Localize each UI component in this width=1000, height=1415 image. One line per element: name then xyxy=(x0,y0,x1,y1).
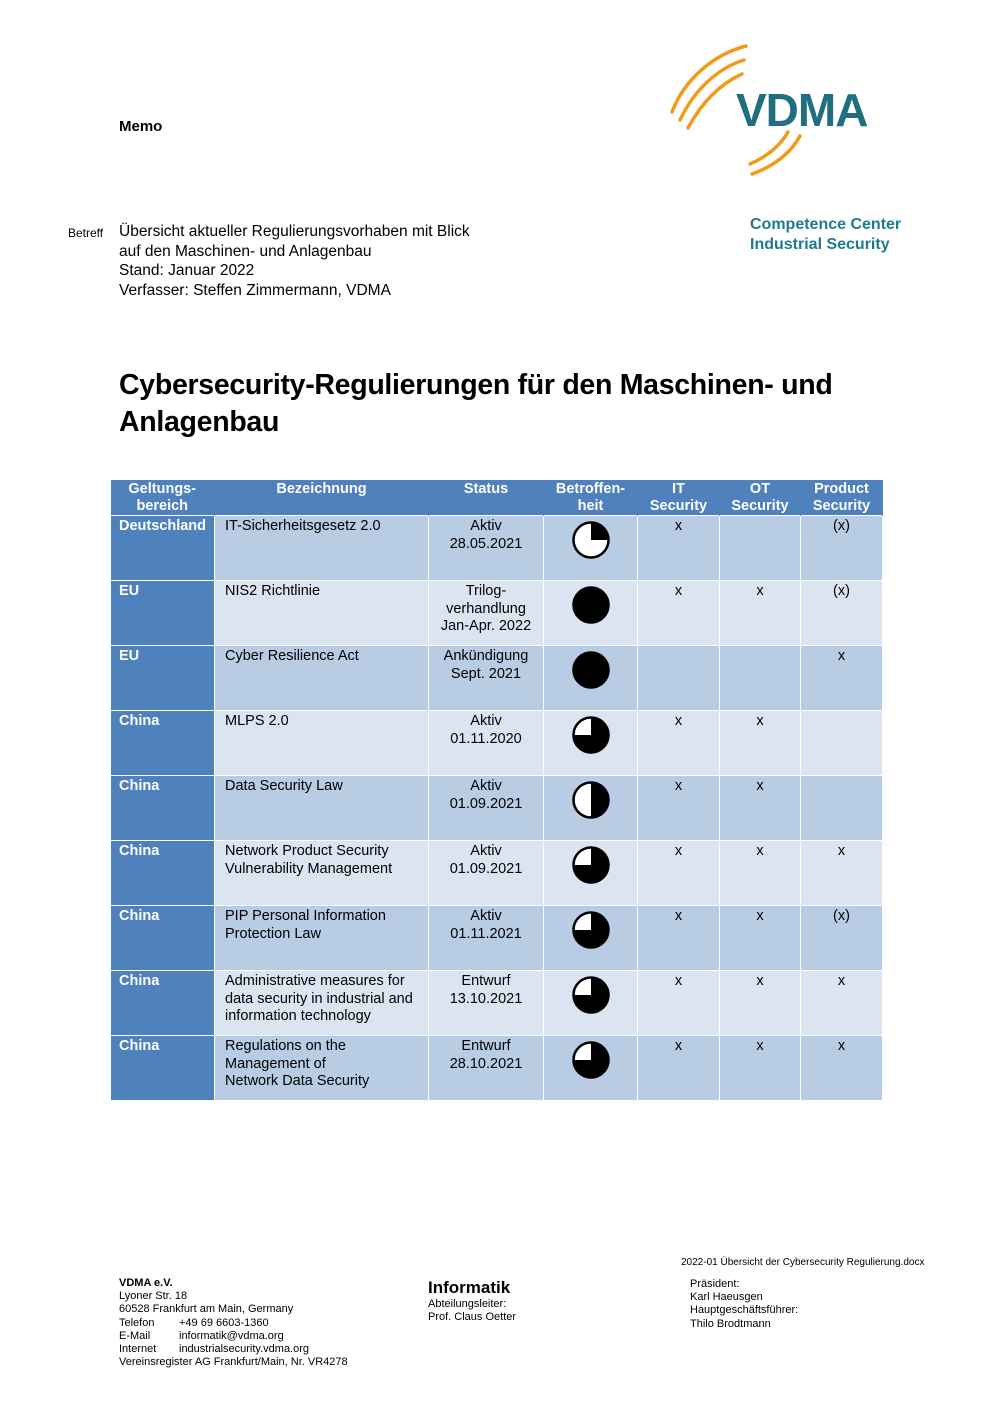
impact-pie-outline xyxy=(573,653,608,688)
footer-organisation xyxy=(119,1277,348,1369)
impact-pie-outline xyxy=(573,588,608,623)
it-security-cell: x xyxy=(638,776,720,841)
status-cell xyxy=(429,841,544,906)
column-header-line: heit xyxy=(577,498,604,514)
org-email xyxy=(119,1330,348,1343)
column-header-line: Product xyxy=(814,481,869,497)
phone-label: Telefon xyxy=(119,1316,155,1329)
product-security-cell: (x) xyxy=(801,516,883,581)
status-line: 01.09.2021 xyxy=(449,795,523,812)
status-line: Aktiv xyxy=(470,778,502,794)
regulation-name-line: Network Data Security xyxy=(225,1073,370,1089)
column-header xyxy=(215,480,429,516)
ceo-label: Hauptgeschäftsführer: xyxy=(690,1304,799,1317)
status-cell xyxy=(429,581,544,646)
regulation-name-cell xyxy=(215,971,429,1036)
logo-wordmark: VDMA xyxy=(736,84,868,136)
column-header xyxy=(801,480,883,516)
regulation-name-cell xyxy=(215,841,429,906)
vdma-logo xyxy=(660,40,890,190)
column-header-line: Security xyxy=(649,498,708,514)
cc-line: Competence Center xyxy=(750,216,902,233)
president-label: Präsident: xyxy=(690,1278,740,1290)
competence-center-label xyxy=(750,215,901,255)
table-row xyxy=(111,971,883,1036)
department-name: Informatik xyxy=(428,1278,511,1297)
regulation-name-cell xyxy=(215,1036,429,1101)
org-street: Lyoner Str. 18 xyxy=(119,1290,188,1303)
ot-security-cell: x xyxy=(720,711,801,776)
table-row xyxy=(111,711,883,776)
betreff-line: Stand: Januar 2022 xyxy=(119,262,255,279)
page-title xyxy=(119,367,919,441)
ot-security-cell xyxy=(720,516,801,581)
table-row xyxy=(111,776,883,841)
status-line: verhandlung xyxy=(446,600,526,617)
regulation-name-line: Administrative measures for xyxy=(225,973,405,989)
status-line: Ankündigung xyxy=(443,648,529,664)
regulations-table xyxy=(110,480,883,1101)
product-security-cell xyxy=(801,776,883,841)
product-security-cell: x xyxy=(801,841,883,906)
department-lead-name: Prof. Claus Oetter xyxy=(428,1311,517,1323)
impact-cell xyxy=(544,841,638,906)
region-cell: China xyxy=(111,906,215,971)
regulation-name-cell xyxy=(215,646,429,711)
it-security-cell xyxy=(638,646,720,711)
ot-security-cell: x xyxy=(720,841,801,906)
impact-pie-icon xyxy=(571,1040,611,1080)
org-city: 60528 Frankfurt am Main, Germany xyxy=(119,1303,294,1316)
logo-arc xyxy=(752,136,800,174)
product-security-cell xyxy=(801,711,883,776)
column-header-line: Security xyxy=(812,498,871,514)
regulation-name-line: information technology xyxy=(225,1008,371,1024)
website-label: Internet xyxy=(119,1343,157,1356)
status-line: Sept. 2021 xyxy=(450,665,522,682)
ot-security-cell: x xyxy=(720,906,801,971)
department-lead-label: Abteilungsleiter: xyxy=(428,1298,507,1310)
status-line: 13.10.2021 xyxy=(449,990,523,1007)
email-label: E-Mail xyxy=(119,1329,151,1342)
column-header-line: bereich xyxy=(136,498,189,514)
title-line: Anlagenbau xyxy=(119,406,280,438)
region-cell: China xyxy=(111,776,215,841)
regulation-name-cell xyxy=(215,906,429,971)
ot-security-cell xyxy=(720,646,801,711)
product-security-cell: (x) xyxy=(801,906,883,971)
column-header-line: Status xyxy=(463,481,509,497)
status-line: Aktiv xyxy=(470,713,502,729)
table-header-row xyxy=(111,480,883,516)
footer-board xyxy=(690,1278,798,1331)
impact-pie-icon xyxy=(571,845,611,885)
status-line: 28.05.2021 xyxy=(449,535,523,552)
status-cell xyxy=(429,906,544,971)
impact-cell xyxy=(544,776,638,841)
impact-cell xyxy=(544,971,638,1036)
status-line: Aktiv xyxy=(470,518,502,534)
betreff-label: Betreff xyxy=(68,226,104,240)
column-header-line: OT xyxy=(749,481,771,497)
table-row xyxy=(111,646,883,711)
table-row xyxy=(111,841,883,906)
status-line: Trilog- xyxy=(465,583,507,599)
betreff-line: auf den Maschinen- und Anlagenbau xyxy=(119,242,372,260)
status-line: Aktiv xyxy=(470,908,502,924)
impact-pie-icon xyxy=(571,780,611,820)
region-cell: China xyxy=(111,1036,215,1101)
impact-pie-icon xyxy=(571,650,611,690)
column-header-line: IT xyxy=(672,481,685,497)
status-cell xyxy=(429,1036,544,1101)
column-header-line: Geltungs- xyxy=(128,481,197,497)
impact-cell xyxy=(544,646,638,711)
regulation-name-cell xyxy=(215,711,429,776)
vdma-logo-graphic xyxy=(660,40,890,190)
product-security-cell: x xyxy=(801,1036,883,1101)
regulation-name-line: MLPS 2.0 xyxy=(225,713,289,729)
region-cell: China xyxy=(111,711,215,776)
region-cell: China xyxy=(111,971,215,1036)
table-row xyxy=(111,1036,883,1101)
table-row xyxy=(111,906,883,971)
region-cell: EU xyxy=(111,646,215,711)
status-line: 28.10.2021 xyxy=(449,1055,523,1072)
product-security-cell: x xyxy=(801,646,883,711)
document-filename: 2022-01 Übersicht der Cybersecurity Regulierung.docx xyxy=(681,1257,925,1268)
status-cell xyxy=(429,516,544,581)
org-register: Vereinsregister AG Frankfurt/Main, Nr. VR4278 xyxy=(119,1356,348,1369)
product-security-cell: x xyxy=(801,971,883,1036)
region-cell: Deutschland xyxy=(111,516,215,581)
column-header xyxy=(429,480,544,516)
regulation-name-line: Protection Law xyxy=(225,925,321,942)
column-header-line: Security xyxy=(731,498,789,514)
impact-cell xyxy=(544,906,638,971)
table-row xyxy=(111,516,883,581)
ot-security-cell: x xyxy=(720,776,801,841)
regulation-name-line: Data Security Law xyxy=(225,778,343,794)
impact-pie-icon xyxy=(571,520,611,560)
impact-pie-slice xyxy=(591,523,609,541)
it-security-cell: x xyxy=(638,906,720,971)
email-value: informatik@vdma.org xyxy=(179,1329,284,1342)
it-security-cell: x xyxy=(638,971,720,1036)
title-line: Cybersecurity-Regulierungen für den Maschinen- und xyxy=(119,369,833,401)
status-line: 01.11.2021 xyxy=(450,925,522,942)
org-name: VDMA e.V. xyxy=(119,1277,173,1289)
betreff-line: Übersicht aktueller Regulierungsvorhaben mit Blick xyxy=(119,223,470,240)
impact-cell xyxy=(544,1036,638,1101)
regulation-name-line: Regulations on the xyxy=(225,1038,346,1054)
logo-arc xyxy=(680,60,744,120)
regulation-name-line: Network Product Security xyxy=(225,843,389,859)
status-line: 01.09.2021 xyxy=(449,860,523,877)
column-header xyxy=(638,480,720,516)
logo-arc xyxy=(688,74,742,128)
table-row xyxy=(111,581,883,646)
it-security-cell: x xyxy=(638,711,720,776)
impact-pie-icon xyxy=(571,715,611,755)
memo-label: Memo xyxy=(119,118,163,135)
status-line: Entwurf xyxy=(461,973,511,989)
impact-cell xyxy=(544,711,638,776)
region-cell: EU xyxy=(111,581,215,646)
it-security-cell: x xyxy=(638,1036,720,1101)
impact-cell xyxy=(544,516,638,581)
ot-security-cell: x xyxy=(720,971,801,1036)
status-line: Entwurf xyxy=(461,1038,511,1054)
region-cell: China xyxy=(111,841,215,906)
impact-pie-icon xyxy=(571,910,611,950)
product-security-cell: (x) xyxy=(801,581,883,646)
status-line: 01.11.2020 xyxy=(450,730,522,747)
impact-cell xyxy=(544,581,638,646)
column-header xyxy=(720,480,801,516)
it-security-cell: x xyxy=(638,841,720,906)
status-line: Jan-Apr. 2022 xyxy=(440,618,532,634)
regulation-name-line: PIP Personal Information xyxy=(225,908,386,924)
column-header-line: Betroffen- xyxy=(555,481,626,497)
regulation-name-line: IT-Sicherheitsgesetz 2.0 xyxy=(225,518,381,534)
org-phone xyxy=(119,1317,348,1330)
regulation-name-line: Vulnerability Management xyxy=(225,860,393,877)
ot-security-cell: x xyxy=(720,581,801,646)
regulation-name-cell xyxy=(215,516,429,581)
regulation-name-line: data security in industrial and xyxy=(225,990,413,1007)
impact-pie-slice xyxy=(591,783,608,818)
ceo-name: Thilo Brodtmann xyxy=(690,1317,771,1330)
betreff-text xyxy=(119,222,470,300)
impact-pie-icon xyxy=(571,585,611,625)
column-header xyxy=(111,480,215,516)
status-cell xyxy=(429,646,544,711)
org-website xyxy=(119,1343,348,1356)
status-cell xyxy=(429,776,544,841)
it-security-cell: x xyxy=(638,516,720,581)
regulation-name-line: NIS2 Richtlinie xyxy=(225,583,321,599)
column-header-line: Bezeichnung xyxy=(276,481,367,497)
status-cell xyxy=(429,971,544,1036)
regulation-name-cell xyxy=(215,776,429,841)
column-header xyxy=(544,480,638,516)
regulation-name-cell xyxy=(215,581,429,646)
cc-line: Industrial Security xyxy=(750,236,890,253)
impact-pie-icon xyxy=(571,975,611,1015)
betreff-line: Verfasser: Steffen Zimmermann, VDMA xyxy=(119,281,391,299)
footer-department xyxy=(428,1278,516,1324)
regulation-name-line: Management of xyxy=(225,1055,326,1072)
it-security-cell: x xyxy=(638,581,720,646)
regulation-name-line: Cyber Resilience Act xyxy=(225,648,359,664)
ot-security-cell: x xyxy=(720,1036,801,1101)
president-name: Karl Haeusgen xyxy=(690,1291,763,1304)
status-cell xyxy=(429,711,544,776)
status-line: Aktiv xyxy=(470,843,502,859)
phone-value: +49 69 6603-1360 xyxy=(179,1316,269,1329)
website-value: industrialsecurity.vdma.org xyxy=(179,1343,310,1356)
